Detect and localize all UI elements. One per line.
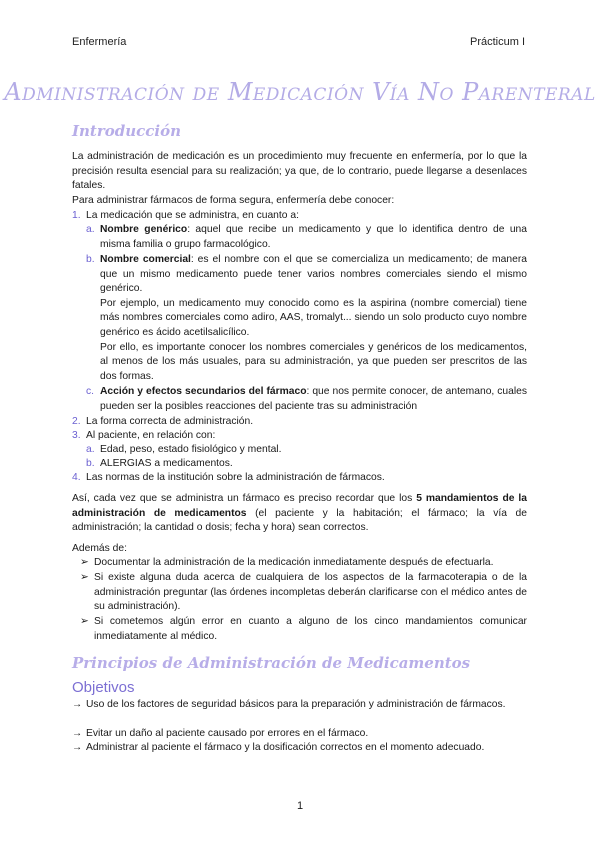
example-paragraph: Por ejemplo, un medicamento muy conocido como es la aspirina (nombre comercial) tiene más nombres comerciales como adiro, AAS, tromalyt... siendo un solo producto cuyo nombre genérico es ácido acetilsalicílico. <box>100 297 527 338</box>
arrow-glyph: → <box>72 699 83 710</box>
arrow-glyph: → <box>72 728 83 739</box>
list-item-1 <box>72 209 299 224</box>
list-item-1c <box>86 385 527 414</box>
list-letter: c. <box>86 386 95 397</box>
list-letter: b. <box>86 458 95 469</box>
term-action-effects: Acción y efectos secundarios del fármaco <box>100 386 307 397</box>
header-right: Prácticum I <box>469 36 525 48</box>
list-item-3 <box>72 429 215 444</box>
bullet-item-1 <box>80 556 527 571</box>
bullet-text: Si cometemos algún error en cuanto a alguno de los cinco mandamientos comunicar inmediatamente al médico. <box>94 616 527 642</box>
paragraph-text: (el paciente y la habitación; el fármaco; la vía de administración; la cantidad o dosis; fecha y hora) sean correctos. <box>72 507 527 534</box>
objective-item-1 <box>72 698 527 713</box>
list-item-text: ALERGIAS a medicamentos. <box>100 458 233 469</box>
page-title: Administración de Medicación Vía No Parenteral <box>4 78 596 106</box>
bullet-glyph: ➢ <box>80 572 89 583</box>
bullet-glyph: ➢ <box>80 616 89 627</box>
page-number: 1 <box>296 800 304 812</box>
list-item-text: Edad, peso, estado fisiológico y mental. <box>100 444 282 455</box>
paragraph-text: Así, cada vez que se administra un fármaco es preciso recordar que los <box>72 493 417 504</box>
arrow-glyph: → <box>72 742 83 753</box>
list-item-2 <box>72 415 253 430</box>
objective-item-2 <box>72 727 527 742</box>
list-item-1b <box>86 253 527 384</box>
objective-text: Evitar un daño al paciente causado por errores en el fármaco. <box>86 728 369 739</box>
header-left: Enfermería <box>72 36 127 48</box>
section-heading-intro: Introducción <box>72 122 182 140</box>
list-number: 3. <box>72 430 81 441</box>
list-letter: b. <box>86 254 95 265</box>
list-number: 1. <box>72 210 81 221</box>
list-number: 2. <box>72 416 81 427</box>
section-heading-principles: Principios de Administración de Medicamentos <box>72 654 471 672</box>
list-item-text: Al paciente, en relación con: <box>86 430 216 441</box>
objective-item-3 <box>72 741 527 756</box>
term-definition: : es el nombre con el que se comercializa un medicamento; de manera que un mismo medicamento puede tener varios nombres comerciales siendo el mismo genérico. <box>100 254 527 295</box>
subheading-objectives: Objetivos <box>72 679 135 696</box>
list-item-text: La forma correcta de administración. <box>86 416 254 427</box>
list-item-3b <box>86 457 233 472</box>
list-letter: a. <box>86 224 95 235</box>
bullet-text: Si existe alguna duda acerca de cualquiera de los aspectos de la farmacoterapia o de la administración preguntar (las órdenes incompletas deberán clarificarse con el médico antes de su administración). <box>94 572 527 613</box>
intro-paragraph-2: Para administrar fármacos de forma segura, enfermería debe conocer: <box>72 195 395 206</box>
objective-text: Administrar al paciente el fármaco y la dosificación correctos en el momento adecuado. <box>86 742 485 753</box>
term-generic-name: Nombre genérico <box>100 224 188 235</box>
importance-paragraph: Por ello, es importante conocer los nombres comerciales y genéricos de los medicamentos, al menos de los más usuales, para su administración, ya que pueden ser prescritos de las dos formas. <box>100 341 527 382</box>
ademas-paragraph: Además de: <box>72 543 127 554</box>
list-item-1a <box>86 223 527 252</box>
objective-text: Uso de los factores de seguridad básicos para la preparación y administración de fármacos. <box>86 699 506 710</box>
bullet-glyph: ➢ <box>80 557 89 568</box>
bullet-item-3 <box>80 615 527 644</box>
term-definition: : que nos permite conocer, de antemano, cuales pueden ser la posibles reacciones del paciente tras su administración <box>100 386 528 412</box>
list-letter: a. <box>86 444 95 455</box>
term-commercial-name: Nombre comercial <box>100 254 191 265</box>
bullet-item-2 <box>80 571 527 615</box>
term-definition: : aquel que recibe un medicamento y que lo identifica dentro de una misma familia o grupo farmacológico. <box>100 224 528 250</box>
list-item-3a <box>86 443 281 458</box>
list-item-text: La medicación que se administra, en cuanto a: <box>86 210 299 221</box>
intro-paragraph-1: La administración de medicación es un procedimiento muy frecuente en enfermería, por lo que la precisión resulta esencial para su realización; ya que, de lo contrario, puede llegarse a desenlaces fatales. <box>72 151 527 192</box>
bullet-text: Documentar la administración de la medicación inmediatamente después de efectuarla. <box>94 557 494 568</box>
list-item-4 <box>72 471 385 486</box>
five-rights-term: 5 mandamientos de la administración de medicamentos <box>72 493 527 519</box>
five-rights-paragraph <box>72 492 527 536</box>
list-number: 4. <box>72 472 81 483</box>
list-item-text: Las normas de la institución sobre la administración de fármacos. <box>86 472 385 483</box>
